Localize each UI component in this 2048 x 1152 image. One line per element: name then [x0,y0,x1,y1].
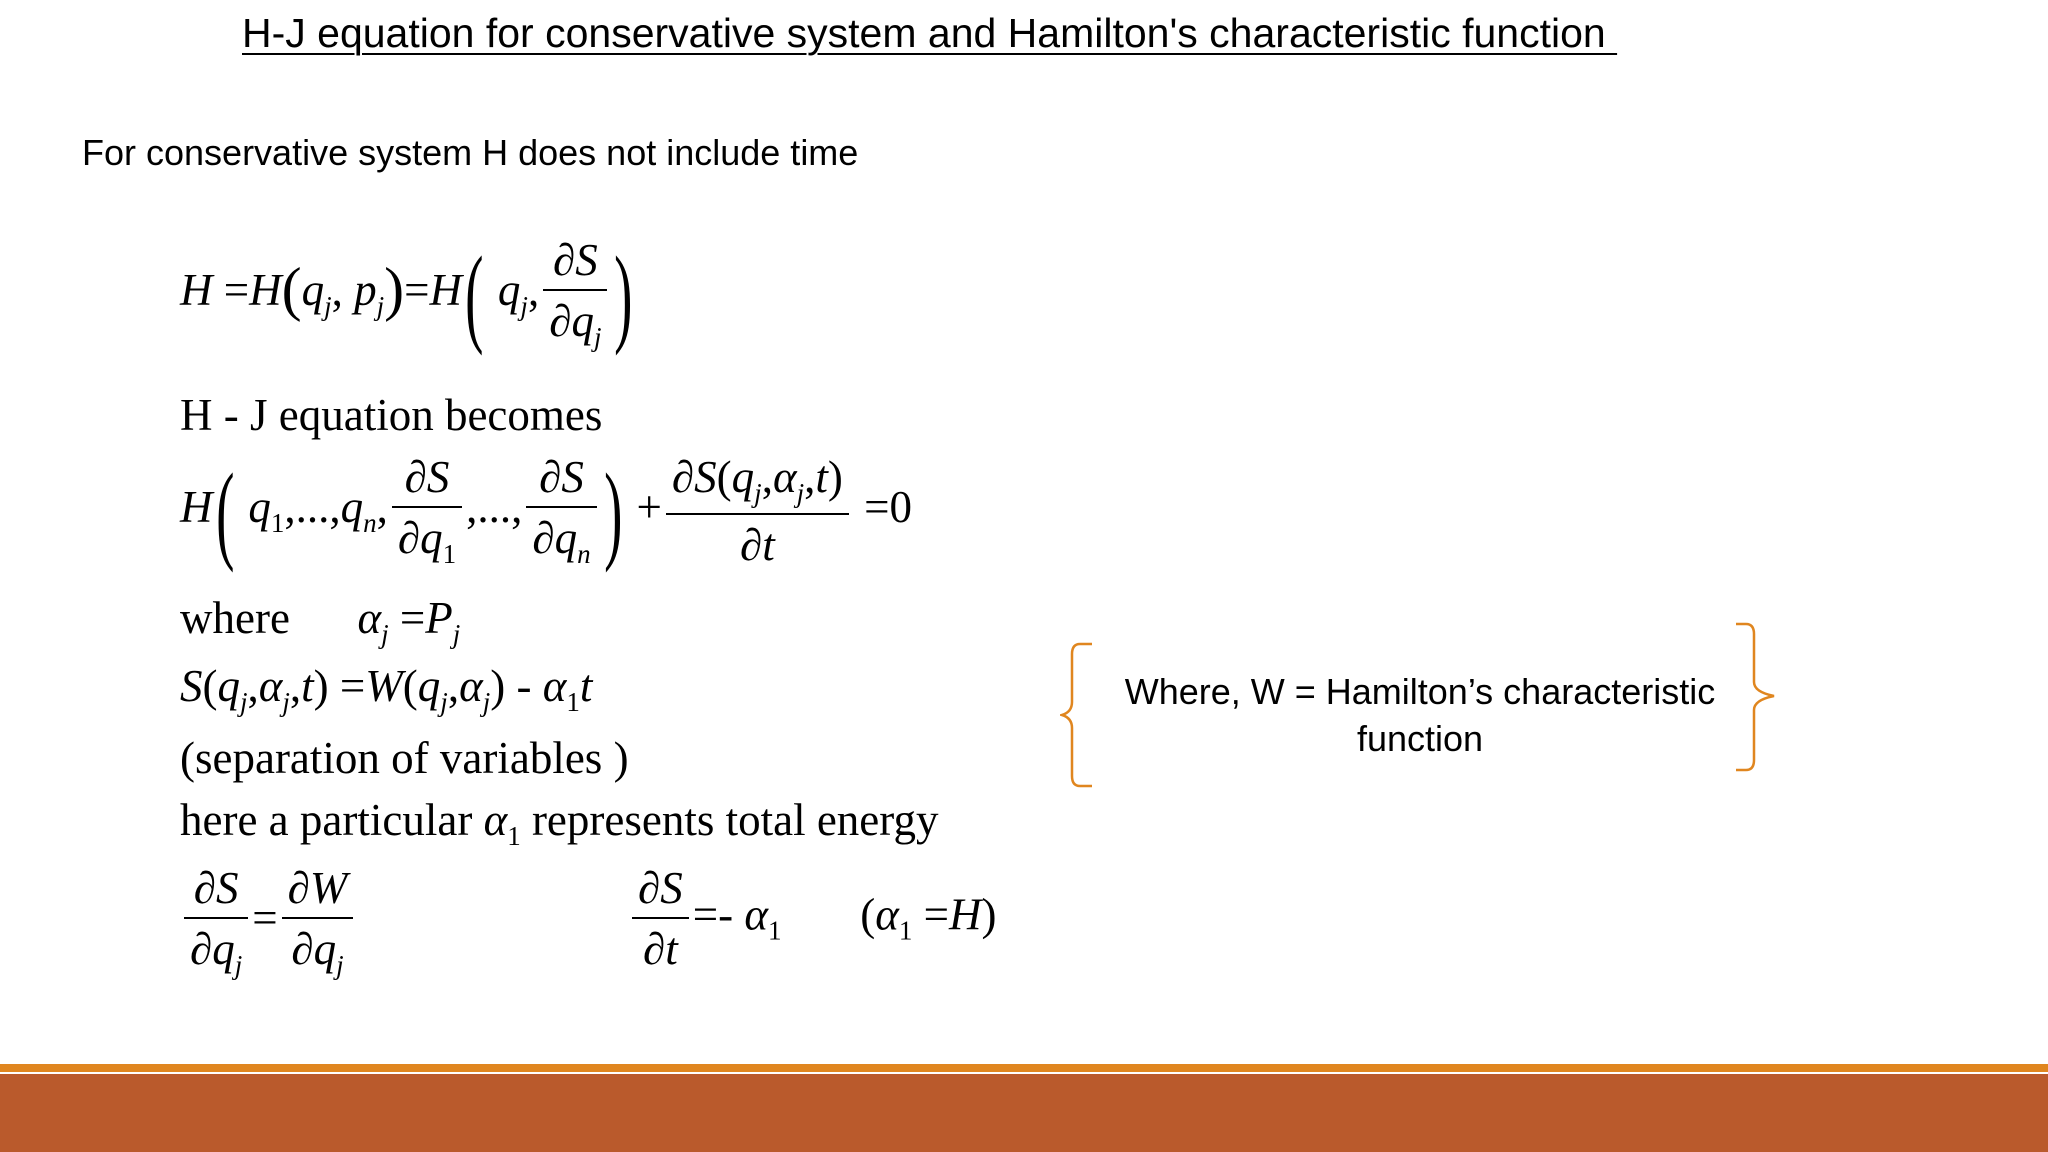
note-line-1: Where, W = Hamilton’s characteristic [1124,671,1716,712]
particular-suffix: represents total energy [531,795,939,845]
equation-hamiltonian: $H =H(q_j$, $p_j)=H$( $q_j$, $\frac{\partial S}{\partial q_j}$ ) [180,233,633,356]
note-line-2: function [1356,718,1484,759]
energy-statement: here a particular $\alpha_1$ represents total energy [180,795,939,851]
hj-label: H - J equation becomes [180,390,603,440]
slide-title: H-J equation for conservative system and Hamilton's characteristic function [242,10,1618,56]
characteristic-function-note [1040,668,1800,762]
equation-time-partial: $\frac{\partial S}{\partial t}$ =- $\alpha_1$ $(\alpha_1 =H)$ [628,866,997,972]
footer-bar [0,1074,2048,1152]
particular-prefix: here a particular [180,795,473,845]
equation-where: where $\alpha_j =P_j$ [180,593,461,649]
separation-label: (separation of variables ) [180,733,629,783]
footer-accent-line [0,1064,2048,1072]
zero-value: 0 [889,481,912,532]
equation-hj: H( $q_1,...,q_n$, $\frac{\partial S}{\partial q_1}$ ,..., $\frac{\partial S}{\partial q_n}$ ) + $\frac{\partial S(q_j,\alpha_j,t)}{\partial t}$ =0 [180,450,912,573]
equation-partials: $\frac{\partial S}{\partial q_j}$ = $\frac{\partial W}{\partial q_j}$ [180,866,357,979]
equation-separation: $S(q_j,\alpha_j,t) =W(q_j,\alpha_j) - \alpha_1t$ [180,661,593,717]
intro-text: For conservative system H does not include time [82,132,859,173]
where-word: where [180,593,290,643]
